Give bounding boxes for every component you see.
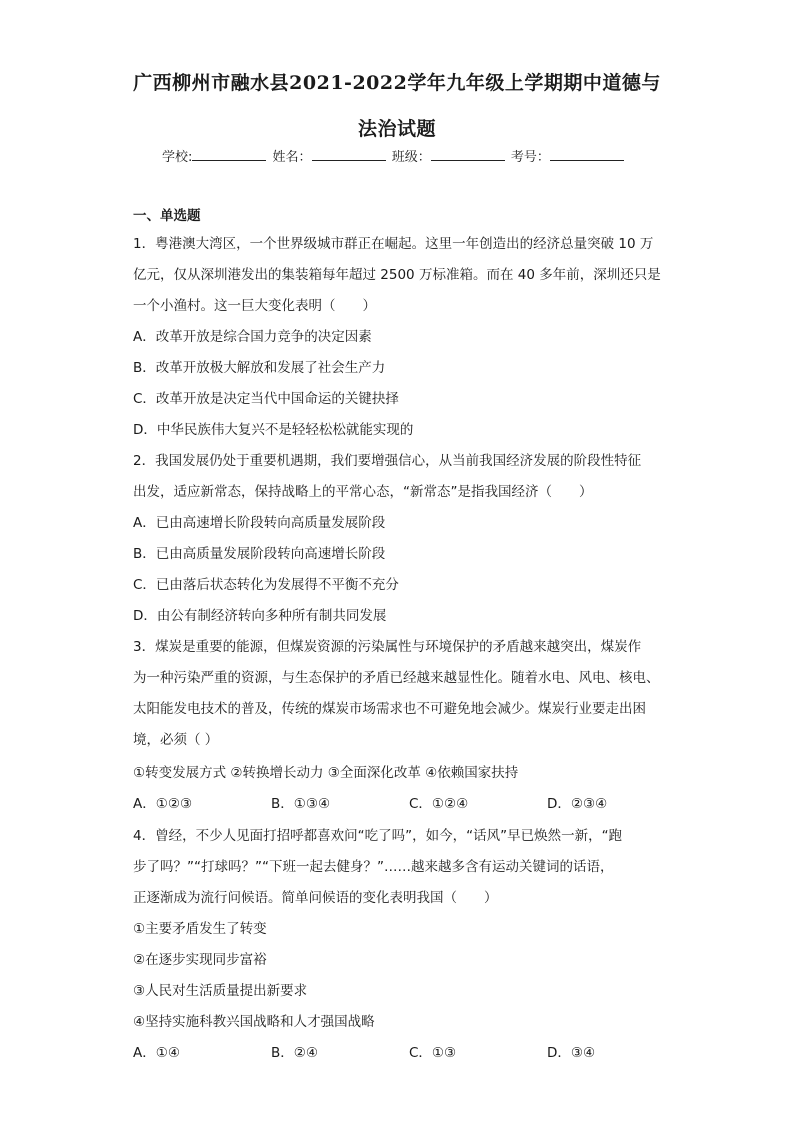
q4-option-a[interactable]: A．①④ <box>133 1045 180 1061</box>
q3-option-b[interactable]: B．①③④ <box>271 796 331 812</box>
q2-option-a[interactable]: A．已由高速增长阶段转向高质量发展阶段 <box>133 515 386 531</box>
q2-option-c[interactable]: C．已由落后状态转化为发展得不平衡不充分 <box>133 577 399 593</box>
q4-statement-1: ①主要矛盾发生了转变 <box>133 921 267 937</box>
q4-statement-2: ②在逐步实现同步富裕 <box>133 952 267 968</box>
class-label: 班级： <box>391 150 431 165</box>
exam-title-line2: 法治试题 <box>357 118 436 140</box>
q4-stem-line2: 步了吗？”“打球吗？”“下班一起去健身？”……越来越多含有运动关键词的话语， <box>133 859 614 875</box>
school-blank[interactable] <box>192 148 266 161</box>
q1-option-c[interactable]: C．改革开放是决定当代中国命运的关键抉择 <box>133 391 399 407</box>
name-blank[interactable] <box>312 148 386 161</box>
school-label: 学校: <box>162 150 193 165</box>
exam-title-line1: 广西柳州市融水县2021-2022学年九年级上学期期中道德与 <box>133 72 661 94</box>
q4-statement-4: ④坚持实施科教兴国战略和人才强国战略 <box>133 1014 375 1030</box>
student-info-row <box>162 146 626 165</box>
q3-stem-line4: 境，必须（ ） <box>133 732 219 748</box>
q3-stem-line3: 太阳能发电技术的普及，传统的煤炭市场需求也不可避免地会减少。煤炭行业要走出困 <box>133 701 646 717</box>
q3-stem-line1: 3．煤炭是重要的能源，但煤炭资源的污染属性与环境保护的矛盾越来越突出，煤炭作 <box>133 639 642 655</box>
q2-option-b[interactable]: B．已由高质量发展阶段转向高速增长阶段 <box>133 546 386 562</box>
q3-option-d[interactable]: D．②③④ <box>547 796 608 812</box>
q4-option-c[interactable]: C．①③ <box>409 1045 457 1061</box>
section-heading: 一、单选题 <box>133 208 201 224</box>
q1-option-b[interactable]: B．改革开放极大解放和发展了社会生产力 <box>133 360 386 376</box>
q1-stem-line2: 亿元，仅从深圳港发出的集装箱每年超过 2500 万标准箱。而在 40 多年前，深圳还只是 <box>133 267 661 283</box>
q4-option-d[interactable]: D．③④ <box>547 1045 596 1061</box>
q2-stem-line1: 2．我国发展仍处于重要机遇期，我们要增强信心，从当前我国经济发展的阶段性特征 <box>133 453 642 469</box>
q3-option-a[interactable]: A．①②③ <box>133 796 193 812</box>
number-label: 考号： <box>510 150 550 165</box>
q1-stem-line1: 1．粤港澳大湾区，一个世界级城市群正在崛起。这里一年创造出的经济总量突破 10 万 <box>133 236 654 252</box>
q4-stem-line3: 正逐渐成为流行问候语。简单问候语的变化表明我国（ ） <box>133 890 498 906</box>
q2-option-d[interactable]: D．由公有制经济转向多种所有制共同发展 <box>133 608 387 624</box>
q1-stem-line3: 一个小渔村。这一巨大变化表明（ ） <box>133 298 376 314</box>
q3-statements: ①转变发展方式 ②转换增长动力 ③全面深化改革 ④依赖国家扶持 <box>133 765 519 781</box>
class-blank[interactable] <box>431 148 505 161</box>
name-label: 姓名： <box>272 150 312 165</box>
number-blank[interactable] <box>550 148 624 161</box>
q3-stem-line2: 为一种污染严重的资源，与生态保护的矛盾已经越来越显性化。随着水电、风电、核电、 <box>133 670 660 686</box>
q4-option-b[interactable]: B．②④ <box>271 1045 318 1061</box>
q2-stem-line2: 出发，适应新常态，保持战略上的平常心态，“新常态”是指我国经济（ ） <box>133 484 593 500</box>
q3-option-c[interactable]: C．①②④ <box>409 796 469 812</box>
q1-option-d[interactable]: D．中华民族伟大复兴不是轻轻松松就能实现的 <box>133 422 414 438</box>
q4-statement-3: ③人民对生活质量提出新要求 <box>133 983 308 999</box>
q4-stem-line1: 4．曾经，不少人见面打招呼都喜欢问“吃了吗”，如今，“话风”早已焕然一新，“跑 <box>133 828 623 844</box>
q1-option-a[interactable]: A．改革开放是综合国力竞争的决定因素 <box>133 329 372 345</box>
